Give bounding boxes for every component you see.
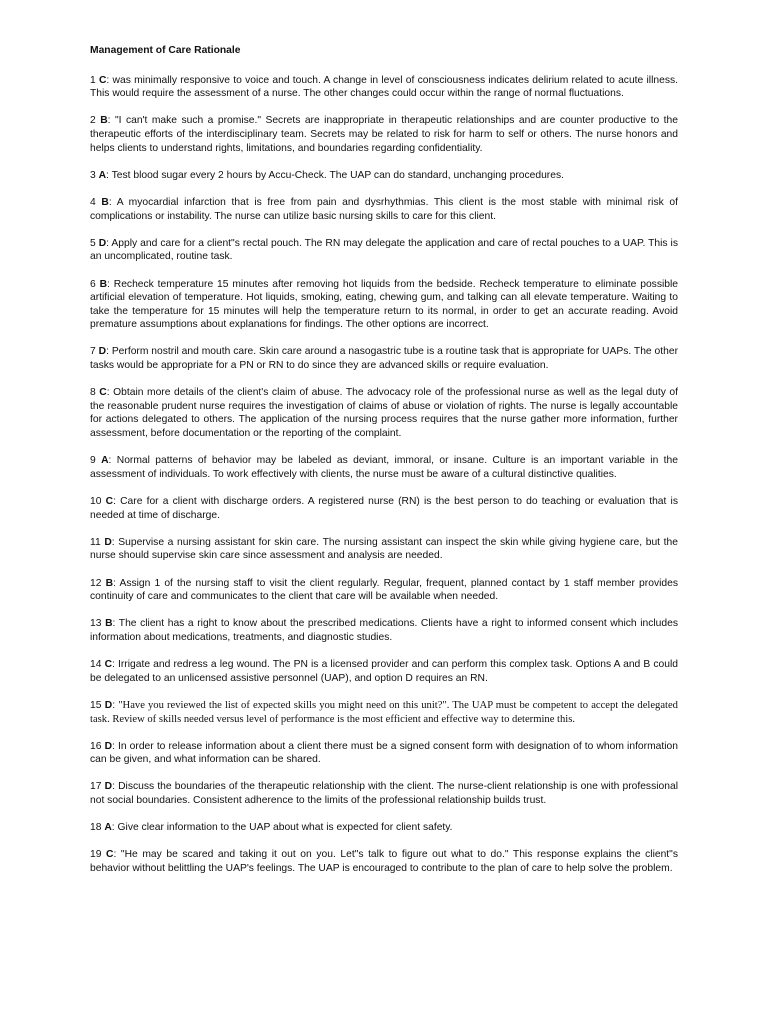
answer-separator: : [107,115,111,127]
answer-letter: A [101,455,109,467]
rationale-text: Perform nostril and mouth care. Skin care around a nasogastric tube is a routine task that is appropriate for UAPs. The other tasks would be appropriate for a PN or RN to do since they are advanced skills or require evaluation. [90,346,678,372]
answer-letter: A [104,822,112,834]
rationale-text: Test blood sugar every 2 hours by Accu-Check. The UAP can do standard, unchanging procedures. [108,169,564,181]
answer-letter: B [105,577,114,589]
rationale-text: Obtain more details of the client's claim of abuse. The advocacy role of the professional nurse as well as the legal duty of the reasonable prudent nurse requires the investigation of claims of abuse or violation of rights. The nurse is legally accountable for actions delegated to others. The application of the nursing process requires that the nurse gather more information, further assessment, before documentation or the reporting of the complaint. [90,387,678,440]
rationale-entry [90,699,678,726]
answer-separator: : [111,822,115,834]
rationale-entry [90,196,678,223]
rationale-entry [90,536,678,563]
answer-separator: : [113,577,116,589]
rationale-entry [90,821,678,835]
answer-separator: : [113,496,116,507]
rationale-entry [90,495,678,522]
answer-letter: A [98,169,107,181]
rationale-text: "I can't make such a promise." Secrets are inappropriate in therapeutic relationships and are counter productive to the therapeutic efforts of the interdisciplinary team. Secrets may be related to risk for harm to self or others. The nurse honors and helps clients to understand rights, limitations, and boundaries regarding confidentiality. [90,115,678,154]
answer-separator: : [106,346,109,358]
rationale-text: Discuss the boundaries of the therapeutic relationship with the client. The nurse-client relationship is one with professional not social boundaries. Consistent adherence to the limits of the professional relationship builds trust. [90,781,678,807]
rationale-text: Irrigate and redress a leg wound. The PN is a licensed provider and can perform this complex task. Options A and B could be delegated to an unlicensed assistive personnel (UAP), and option D requires an RN. [90,659,678,684]
question-number: 14 [90,659,102,671]
answer-separator: : [111,536,115,548]
rationale-text: Normal patterns of behavior may be labeled as deviant, immoral, or insane. Culture is an important variable in the assessment of individuals. To work effectively with clients, the nurse must be aware of a cultural distinctive qualities. [90,455,678,480]
question-number: 3 [90,169,96,181]
rationale-entry [90,848,678,875]
answer-letter: D [98,346,107,358]
question-number: 16 [90,740,102,752]
answer-separator: : [112,699,116,711]
question-number: 7 [90,346,96,358]
rationale-text: Assign 1 of the nursing staff to visit the client regularly. Regular, frequent, planned contact by 1 staff member provides continuity of care and communicates to the client that care will be available when needed. [90,577,678,603]
answer-letter: C [98,74,107,86]
answer-letter: B [100,115,108,127]
rationale-entry [90,780,678,807]
rationale-list [90,74,678,876]
question-number: 9 [90,455,96,467]
question-number: 15 [90,699,102,711]
answer-separator: : [108,196,112,208]
rationale-entry [90,740,678,767]
rationale-entry [90,74,678,101]
answer-separator: : [106,74,110,86]
rationale-text: "Have you reviewed the list of expected skills you might need on this unit?". The UAP must be competent to accept the delegated task. Review of skills needed versus level of performance is the most efficient and effective way to determine this. [90,699,678,725]
rationale-entry [90,454,678,481]
rationale-text: In order to release information about a client there must be a signed consent form with designation of to whom information can be given, and what information can be shared. [90,740,678,766]
answer-separator: : [112,781,115,793]
answer-separator: : [106,237,110,249]
question-number: 4 [90,196,96,208]
question-number: 11 [90,536,101,548]
rationale-entry [90,169,678,183]
answer-letter: C [99,387,107,399]
rationale-entry [90,386,678,440]
question-number: 13 [90,618,102,630]
rationale-text: Care for a client with discharge orders. A registered nurse (RN) is the best person to do teaching or evaluation that is needed at time of discharge. [90,496,678,521]
rationale-text: Supervise a nursing assistant for skin care. The nursing assistant can inspect the skin while giving hygiene care, but the nurse should supervise skin care since assessment and analysis are needed. [90,536,678,562]
answer-separator: : [106,387,110,399]
rationale-text: Recheck temperature 15 minutes after removing hot liquids from the bedside. Recheck temperature to eliminate possible artificial elevation of temperature. Hot liquids, smoking, eating, chewing gum, and talking can all elevate temperature. Waiting to take the temperature for 15 minutes will help the temperature return to its normal, in order to get an accurate reading. Avoid premature assumptions about explanations for findings. The other options are incorrect. [90,278,678,331]
answer-letter: C [106,849,114,861]
answer-letter: B [101,196,109,208]
answer-letter: C [105,496,114,507]
answer-separator: : [112,740,115,752]
question-number: 2 [90,115,96,127]
question-number: 6 [90,278,96,290]
rationale-entry [90,278,678,332]
rationale-entry [90,617,678,644]
rationale-text: The client has a right to know about the prescribed medications. Clients have a right to informed consent which includes information about medications, treatments, and diagnostic studies. [90,618,678,643]
rationale-text: Apply and care for a client"s rectal pouch. The RN may delegate the application and care of rectal pouches to a UAP. This is an uncomplicated, routine task. [90,237,678,263]
answer-separator: : [107,278,110,290]
rationale-entry [90,114,678,155]
answer-separator: : [112,659,115,671]
answer-separator: : [108,455,112,467]
question-number: 8 [90,387,96,399]
question-number: 18 [90,822,102,834]
answer-letter: D [104,536,112,548]
question-number: 10 [90,496,102,507]
rationale-entry [90,345,678,372]
answer-separator: : [112,618,116,630]
rationale-text: "He may be scared and taking it out on you. Let"s talk to figure out what to do." This response explains the client"s behavior without belittling the UAP's feelings. The UAP is encouraged to contribute to the plan of care to help solve the problem. [90,849,678,875]
question-number: 5 [90,237,96,249]
rationale-entry [90,577,678,604]
question-number: 19 [90,849,102,861]
question-number: 12 [90,577,102,589]
question-number: 1 [90,74,96,86]
answer-letter: C [104,659,113,671]
answer-letter: D [104,740,113,752]
page-title: Management of Care Rationale [90,45,241,56]
answer-letter: B [105,618,113,630]
answer-letter: D [104,699,113,711]
rationale-text: A myocardial infarction that is free from pain and dysrhythmias. This client is the most stable with minimal risk of complications or instability. The nurse can utilize basic nursing skills to care for this client. [90,196,678,222]
question-number: 17 [90,781,102,793]
answer-letter: D [98,237,107,249]
answer-letter: B [99,278,108,290]
rationale-text: Give clear information to the UAP about what is expected for client safety. [114,822,453,834]
rationale-entry [90,658,678,685]
answer-separator: : [106,169,109,181]
rationale-text: was minimally responsive to voice and touch. A change in level of consciousness indicates delirium related to acute illness. This would require the assessment of a nurse. The other changes could occur within the range of normal fluctuations. [90,74,678,100]
rationale-entry [90,237,678,264]
answer-letter: D [104,781,113,793]
answer-separator: : [113,849,117,861]
